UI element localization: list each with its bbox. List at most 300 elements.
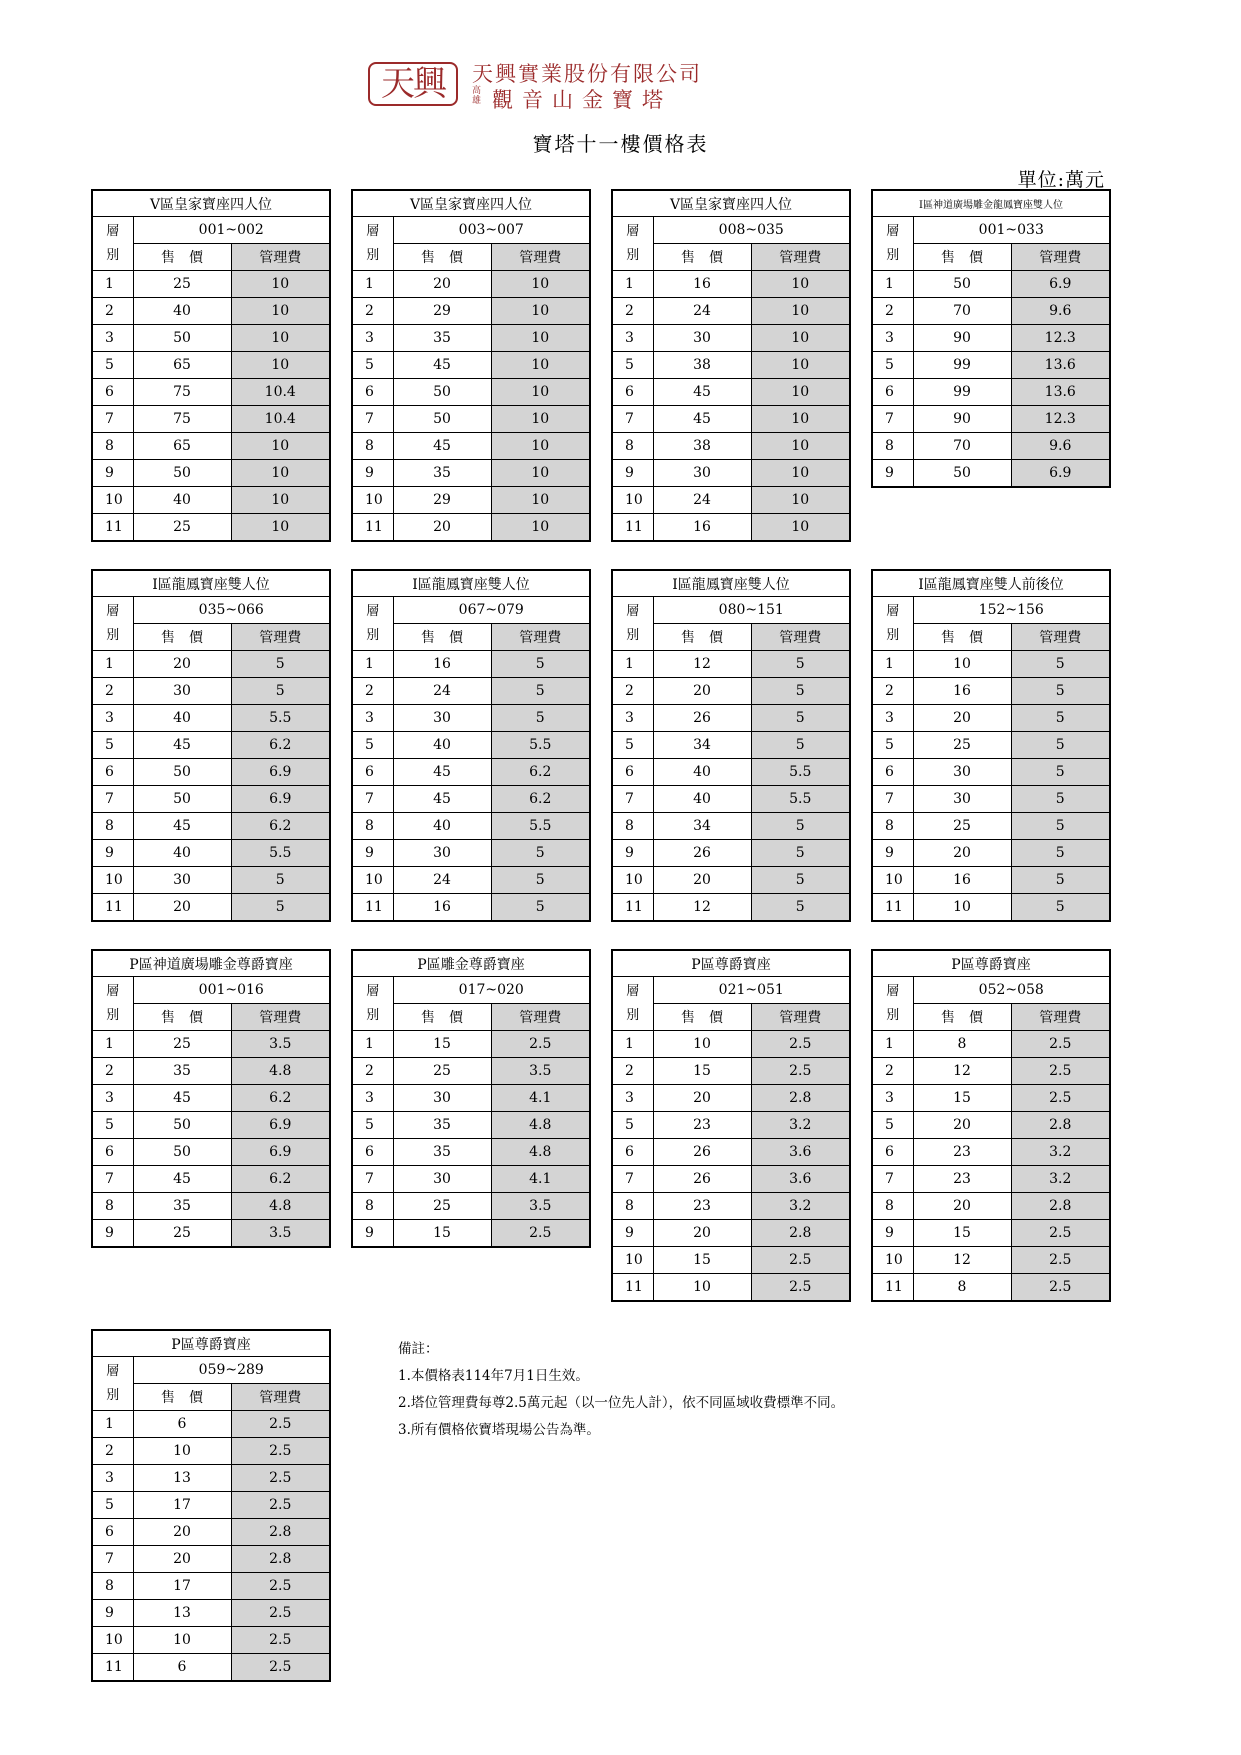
table-row bbox=[92, 1654, 330, 1682]
floor-header-line: 層 bbox=[366, 983, 380, 999]
fee-header: 管理費 bbox=[1011, 624, 1110, 651]
fee-cell: 5.5 bbox=[231, 840, 330, 867]
floor-cell: 6 bbox=[92, 759, 133, 786]
price-cell: 30 bbox=[133, 678, 231, 705]
table-row bbox=[612, 1085, 850, 1112]
floor-cell: 9 bbox=[352, 840, 393, 867]
floor-header-line: 別 bbox=[886, 1007, 900, 1023]
price-cell: 38 bbox=[653, 352, 751, 379]
price-cell: 50 bbox=[133, 1112, 231, 1139]
fee-cell: 5 bbox=[751, 867, 850, 894]
floor-cell: 2 bbox=[92, 298, 133, 325]
price-cell: 75 bbox=[133, 406, 231, 433]
price-cell: 10 bbox=[653, 1031, 751, 1058]
table-row bbox=[352, 651, 590, 678]
fee-header: 管理費 bbox=[491, 1004, 590, 1031]
fee-cell: 6.2 bbox=[231, 1166, 330, 1193]
floor-cell: 9 bbox=[352, 1220, 393, 1248]
fee-cell: 9.6 bbox=[1011, 298, 1110, 325]
price-cell: 34 bbox=[653, 732, 751, 759]
price-cell: 45 bbox=[653, 406, 751, 433]
floor-cell: 1 bbox=[92, 651, 133, 678]
price-cell: 13 bbox=[133, 1465, 231, 1492]
fee-cell: 5.5 bbox=[751, 759, 850, 786]
fee-cell: 2.5 bbox=[231, 1492, 330, 1519]
floor-cell: 3 bbox=[92, 1085, 133, 1112]
price-cell: 38 bbox=[653, 433, 751, 460]
table-row bbox=[612, 786, 850, 813]
table-row bbox=[872, 813, 1110, 840]
fee-cell: 2.5 bbox=[751, 1247, 850, 1274]
fee-cell: 10 bbox=[751, 298, 850, 325]
price-table bbox=[351, 189, 591, 542]
floor-cell: 5 bbox=[92, 732, 133, 759]
floor-cell: 5 bbox=[612, 1112, 653, 1139]
table-row bbox=[92, 1600, 330, 1627]
table-row bbox=[92, 352, 330, 379]
price-cell: 50 bbox=[913, 271, 1011, 298]
price-cell: 16 bbox=[653, 514, 751, 542]
price-cell: 12 bbox=[653, 651, 751, 678]
floor-cell: 6 bbox=[352, 379, 393, 406]
seat-range: 035~066 bbox=[133, 597, 330, 624]
floor-header-line: 別 bbox=[106, 1007, 120, 1023]
fee-cell: 5.5 bbox=[491, 813, 590, 840]
floor-cell: 5 bbox=[92, 1112, 133, 1139]
floor-cell: 6 bbox=[92, 1519, 133, 1546]
price-cell: 16 bbox=[653, 271, 751, 298]
floor-cell: 8 bbox=[612, 813, 653, 840]
fee-cell: 2.5 bbox=[231, 1627, 330, 1654]
fee-cell: 4.1 bbox=[491, 1166, 590, 1193]
table-row bbox=[92, 1058, 330, 1085]
price-cell: 10 bbox=[133, 1438, 231, 1465]
table-row bbox=[92, 813, 330, 840]
floor-header-line: 別 bbox=[886, 627, 900, 643]
floor-cell: 11 bbox=[352, 514, 393, 542]
price-header: 售 價 bbox=[653, 1004, 751, 1031]
table-row bbox=[92, 325, 330, 352]
fee-cell: 9.6 bbox=[1011, 433, 1110, 460]
floor-header-line: 別 bbox=[366, 1007, 380, 1023]
fee-cell: 2.5 bbox=[231, 1600, 330, 1627]
fee-cell: 2.8 bbox=[1011, 1112, 1110, 1139]
table-row bbox=[92, 678, 330, 705]
fee-cell: 4.8 bbox=[491, 1139, 590, 1166]
floor-cell: 6 bbox=[352, 759, 393, 786]
price-cell: 16 bbox=[913, 678, 1011, 705]
fee-cell: 5 bbox=[491, 867, 590, 894]
price-cell: 50 bbox=[913, 460, 1011, 488]
floor-header-line: 別 bbox=[886, 247, 900, 263]
price-cell: 20 bbox=[133, 1519, 231, 1546]
fee-cell: 2.8 bbox=[231, 1546, 330, 1573]
fee-cell: 10 bbox=[491, 514, 590, 542]
floor-cell: 7 bbox=[92, 1166, 133, 1193]
floor-header bbox=[872, 217, 913, 271]
floor-header bbox=[352, 977, 393, 1031]
fee-cell: 10 bbox=[491, 325, 590, 352]
table-row bbox=[612, 651, 850, 678]
price-cell: 25 bbox=[133, 1031, 231, 1058]
table-row bbox=[612, 678, 850, 705]
price-cell: 40 bbox=[653, 759, 751, 786]
floor-cell: 7 bbox=[352, 1166, 393, 1193]
table-row bbox=[92, 460, 330, 487]
price-cell: 40 bbox=[133, 705, 231, 732]
floor-header bbox=[92, 1357, 133, 1411]
table-row bbox=[352, 678, 590, 705]
price-cell: 50 bbox=[133, 460, 231, 487]
price-cell: 20 bbox=[653, 678, 751, 705]
fee-cell: 2.5 bbox=[1011, 1274, 1110, 1302]
price-cell: 50 bbox=[133, 786, 231, 813]
fee-cell: 5.5 bbox=[491, 732, 590, 759]
fee-header: 管理費 bbox=[231, 1004, 330, 1031]
price-table bbox=[871, 569, 1111, 922]
floor-header-line: 層 bbox=[886, 983, 900, 999]
floor-cell: 9 bbox=[872, 840, 913, 867]
floor-header-line: 別 bbox=[366, 247, 380, 263]
floor-cell: 5 bbox=[872, 352, 913, 379]
price-cell: 30 bbox=[393, 705, 491, 732]
floor-cell: 3 bbox=[612, 325, 653, 352]
fee-cell: 10 bbox=[231, 325, 330, 352]
fee-cell: 5 bbox=[1011, 894, 1110, 922]
fee-cell: 10 bbox=[491, 298, 590, 325]
fee-cell: 3.2 bbox=[751, 1112, 850, 1139]
floor-cell: 5 bbox=[872, 732, 913, 759]
table-row bbox=[872, 678, 1110, 705]
table-row bbox=[92, 732, 330, 759]
fee-cell: 2.5 bbox=[1011, 1058, 1110, 1085]
price-cell: 30 bbox=[653, 325, 751, 352]
fee-cell: 5 bbox=[1011, 705, 1110, 732]
fee-header: 管理費 bbox=[231, 244, 330, 271]
fee-cell: 10 bbox=[231, 433, 330, 460]
table-row bbox=[352, 894, 590, 922]
table-row bbox=[872, 406, 1110, 433]
price-cell: 15 bbox=[913, 1085, 1011, 1112]
price-cell: 20 bbox=[653, 1220, 751, 1247]
price-cell: 20 bbox=[913, 1193, 1011, 1220]
table-row bbox=[352, 1193, 590, 1220]
floor-header bbox=[352, 597, 393, 651]
price-cell: 25 bbox=[133, 1220, 231, 1248]
floor-cell: 8 bbox=[92, 433, 133, 460]
fee-cell: 5 bbox=[1011, 678, 1110, 705]
price-cell: 23 bbox=[913, 1166, 1011, 1193]
fee-cell: 6.9 bbox=[231, 1112, 330, 1139]
fee-cell: 2.8 bbox=[231, 1519, 330, 1546]
floor-cell: 2 bbox=[612, 678, 653, 705]
fee-cell: 10.4 bbox=[231, 379, 330, 406]
fee-cell: 2.5 bbox=[1011, 1085, 1110, 1112]
table-row bbox=[612, 1220, 850, 1247]
fee-cell: 5 bbox=[751, 678, 850, 705]
price-header: 售 價 bbox=[393, 624, 491, 651]
fee-header: 管理費 bbox=[491, 624, 590, 651]
table-row bbox=[872, 298, 1110, 325]
floor-cell: 1 bbox=[92, 271, 133, 298]
fee-cell: 5 bbox=[1011, 759, 1110, 786]
floor-cell: 1 bbox=[352, 271, 393, 298]
fee-cell: 5 bbox=[1011, 840, 1110, 867]
fee-header: 管理費 bbox=[751, 624, 850, 651]
price-cell: 20 bbox=[913, 705, 1011, 732]
floor-cell: 11 bbox=[872, 1274, 913, 1302]
price-cell: 45 bbox=[653, 379, 751, 406]
table-row bbox=[92, 1031, 330, 1058]
fee-cell: 10.4 bbox=[231, 406, 330, 433]
fee-header: 管理費 bbox=[231, 1384, 330, 1411]
price-cell: 65 bbox=[133, 433, 231, 460]
price-table bbox=[611, 569, 851, 922]
price-cell: 10 bbox=[913, 894, 1011, 922]
floor-header bbox=[92, 977, 133, 1031]
price-cell: 30 bbox=[393, 840, 491, 867]
table-row bbox=[612, 840, 850, 867]
seat-range: 052~058 bbox=[913, 977, 1110, 1004]
table-row bbox=[612, 298, 850, 325]
fee-cell: 2.5 bbox=[231, 1465, 330, 1492]
table-row bbox=[92, 1573, 330, 1600]
floor-cell: 10 bbox=[612, 1247, 653, 1274]
fee-cell: 4.8 bbox=[231, 1193, 330, 1220]
floor-cell: 5 bbox=[612, 732, 653, 759]
location-label: 高雄 bbox=[472, 86, 482, 106]
floor-cell: 8 bbox=[92, 1573, 133, 1600]
floor-cell: 3 bbox=[872, 1085, 913, 1112]
price-header: 售 價 bbox=[133, 1384, 231, 1411]
fee-cell: 5 bbox=[491, 678, 590, 705]
price-cell: 24 bbox=[393, 867, 491, 894]
price-cell: 10 bbox=[133, 1627, 231, 1654]
table-row bbox=[352, 487, 590, 514]
fee-cell: 5 bbox=[231, 894, 330, 922]
table-row bbox=[612, 460, 850, 487]
floor-header-line: 層 bbox=[106, 983, 120, 999]
fee-cell: 5 bbox=[491, 705, 590, 732]
table-row bbox=[872, 379, 1110, 406]
floor-cell: 5 bbox=[92, 352, 133, 379]
table-title: P區尊爵寶座 bbox=[872, 950, 1110, 977]
fee-cell: 2.5 bbox=[231, 1573, 330, 1600]
price-cell: 75 bbox=[133, 379, 231, 406]
floor-header-line: 別 bbox=[106, 1387, 120, 1403]
price-header: 售 價 bbox=[133, 244, 231, 271]
floor-header-line: 層 bbox=[626, 983, 640, 999]
table-row bbox=[352, 759, 590, 786]
table-row bbox=[352, 1031, 590, 1058]
fee-cell: 10 bbox=[231, 352, 330, 379]
fee-cell: 3.6 bbox=[751, 1166, 850, 1193]
floor-cell: 5 bbox=[872, 1112, 913, 1139]
table-row bbox=[92, 514, 330, 542]
floor-cell: 11 bbox=[92, 1654, 133, 1682]
floor-cell: 10 bbox=[92, 487, 133, 514]
fee-header: 管理費 bbox=[751, 244, 850, 271]
table-row bbox=[352, 325, 590, 352]
table-row bbox=[352, 705, 590, 732]
price-cell: 15 bbox=[913, 1220, 1011, 1247]
fee-cell: 5 bbox=[1011, 651, 1110, 678]
floor-cell: 7 bbox=[612, 1166, 653, 1193]
table-row bbox=[352, 1085, 590, 1112]
price-cell: 20 bbox=[133, 894, 231, 922]
floor-cell: 2 bbox=[352, 1058, 393, 1085]
price-cell: 29 bbox=[393, 298, 491, 325]
price-cell: 35 bbox=[133, 1193, 231, 1220]
fee-cell: 6.2 bbox=[231, 1085, 330, 1112]
price-cell: 6 bbox=[133, 1411, 231, 1438]
table-row bbox=[352, 406, 590, 433]
seat-range: 021~051 bbox=[653, 977, 850, 1004]
fee-cell: 2.5 bbox=[231, 1438, 330, 1465]
floor-header-line: 層 bbox=[106, 1363, 120, 1379]
floor-header bbox=[352, 217, 393, 271]
table-row bbox=[612, 705, 850, 732]
floor-cell: 2 bbox=[872, 678, 913, 705]
price-cell: 16 bbox=[393, 651, 491, 678]
seat-range: 001~016 bbox=[133, 977, 330, 1004]
table-row bbox=[92, 840, 330, 867]
table-row bbox=[872, 867, 1110, 894]
floor-cell: 1 bbox=[872, 271, 913, 298]
price-cell: 90 bbox=[913, 325, 1011, 352]
price-cell: 45 bbox=[393, 786, 491, 813]
fee-cell: 5 bbox=[491, 840, 590, 867]
table-row bbox=[612, 759, 850, 786]
floor-cell: 2 bbox=[92, 1438, 133, 1465]
fee-cell: 6.2 bbox=[491, 786, 590, 813]
floor-cell: 3 bbox=[352, 705, 393, 732]
price-header: 售 價 bbox=[133, 1004, 231, 1031]
price-table bbox=[351, 949, 591, 1248]
price-header: 售 價 bbox=[913, 624, 1011, 651]
price-cell: 20 bbox=[393, 271, 491, 298]
floor-cell: 9 bbox=[92, 840, 133, 867]
table-row bbox=[612, 433, 850, 460]
fee-cell: 5 bbox=[491, 894, 590, 922]
price-cell: 50 bbox=[133, 325, 231, 352]
floor-cell: 10 bbox=[352, 867, 393, 894]
fee-cell: 5 bbox=[1011, 732, 1110, 759]
floor-cell: 1 bbox=[352, 651, 393, 678]
price-cell: 8 bbox=[913, 1031, 1011, 1058]
table-title: P區尊爵寶座 bbox=[612, 950, 850, 977]
price-cell: 15 bbox=[393, 1031, 491, 1058]
table-row bbox=[612, 487, 850, 514]
floor-cell: 10 bbox=[612, 867, 653, 894]
table-row bbox=[92, 487, 330, 514]
price-table bbox=[611, 949, 851, 1302]
table-row bbox=[352, 813, 590, 840]
table-row bbox=[872, 433, 1110, 460]
table-title: V區皇家寶座四人位 bbox=[612, 190, 850, 217]
table-row bbox=[872, 1193, 1110, 1220]
price-cell: 24 bbox=[393, 678, 491, 705]
price-header: 售 價 bbox=[913, 1004, 1011, 1031]
price-cell: 25 bbox=[913, 813, 1011, 840]
price-cell: 20 bbox=[393, 514, 491, 542]
price-cell: 40 bbox=[133, 298, 231, 325]
floor-cell: 9 bbox=[872, 1220, 913, 1247]
price-cell: 30 bbox=[133, 867, 231, 894]
floor-cell: 7 bbox=[92, 786, 133, 813]
price-cell: 40 bbox=[393, 813, 491, 840]
fee-cell: 10 bbox=[231, 271, 330, 298]
fee-cell: 2.8 bbox=[751, 1085, 850, 1112]
table-row bbox=[872, 1166, 1110, 1193]
table-row bbox=[92, 759, 330, 786]
table-row bbox=[352, 840, 590, 867]
fee-cell: 13.6 bbox=[1011, 352, 1110, 379]
table-row bbox=[92, 1112, 330, 1139]
floor-header-line: 別 bbox=[366, 627, 380, 643]
fee-cell: 10 bbox=[231, 298, 330, 325]
price-cell: 25 bbox=[393, 1058, 491, 1085]
price-cell: 26 bbox=[653, 705, 751, 732]
table-row bbox=[92, 1193, 330, 1220]
fee-cell: 2.5 bbox=[491, 1220, 590, 1248]
price-table bbox=[611, 189, 851, 542]
fee-cell: 5 bbox=[231, 678, 330, 705]
price-cell: 45 bbox=[393, 433, 491, 460]
price-cell: 20 bbox=[913, 1112, 1011, 1139]
price-cell: 26 bbox=[653, 1166, 751, 1193]
fee-cell: 4.8 bbox=[231, 1058, 330, 1085]
floor-cell: 7 bbox=[352, 406, 393, 433]
floor-cell: 7 bbox=[352, 786, 393, 813]
table-row bbox=[872, 705, 1110, 732]
table-row bbox=[92, 379, 330, 406]
fee-cell: 2.5 bbox=[1011, 1220, 1110, 1247]
fee-cell: 6.2 bbox=[231, 813, 330, 840]
price-cell: 17 bbox=[133, 1573, 231, 1600]
seat-range: 152~156 bbox=[913, 597, 1110, 624]
table-row bbox=[92, 1546, 330, 1573]
fee-cell: 5 bbox=[751, 651, 850, 678]
fee-cell: 10 bbox=[751, 352, 850, 379]
floor-cell: 2 bbox=[872, 298, 913, 325]
table-row bbox=[352, 298, 590, 325]
price-cell: 16 bbox=[913, 867, 1011, 894]
table-row bbox=[92, 1627, 330, 1654]
table-row bbox=[92, 705, 330, 732]
fee-cell: 10 bbox=[491, 460, 590, 487]
price-header: 售 價 bbox=[653, 244, 751, 271]
price-cell: 17 bbox=[133, 1492, 231, 1519]
fee-header: 管理費 bbox=[751, 1004, 850, 1031]
fee-cell: 3.2 bbox=[751, 1193, 850, 1220]
fee-cell: 5 bbox=[751, 705, 850, 732]
table-row bbox=[352, 1058, 590, 1085]
price-cell: 35 bbox=[393, 1112, 491, 1139]
table-row bbox=[352, 433, 590, 460]
price-cell: 40 bbox=[133, 840, 231, 867]
floor-cell: 9 bbox=[92, 1600, 133, 1627]
fee-cell: 2.5 bbox=[1011, 1247, 1110, 1274]
floor-cell: 10 bbox=[92, 1627, 133, 1654]
price-cell: 23 bbox=[913, 1139, 1011, 1166]
table-row bbox=[872, 1247, 1110, 1274]
price-cell: 26 bbox=[653, 840, 751, 867]
price-table bbox=[351, 569, 591, 922]
seat-range: 059~289 bbox=[133, 1357, 330, 1384]
table-title: P區神道廣場雕金尊爵寶座 bbox=[92, 950, 330, 977]
price-table bbox=[91, 1329, 331, 1682]
